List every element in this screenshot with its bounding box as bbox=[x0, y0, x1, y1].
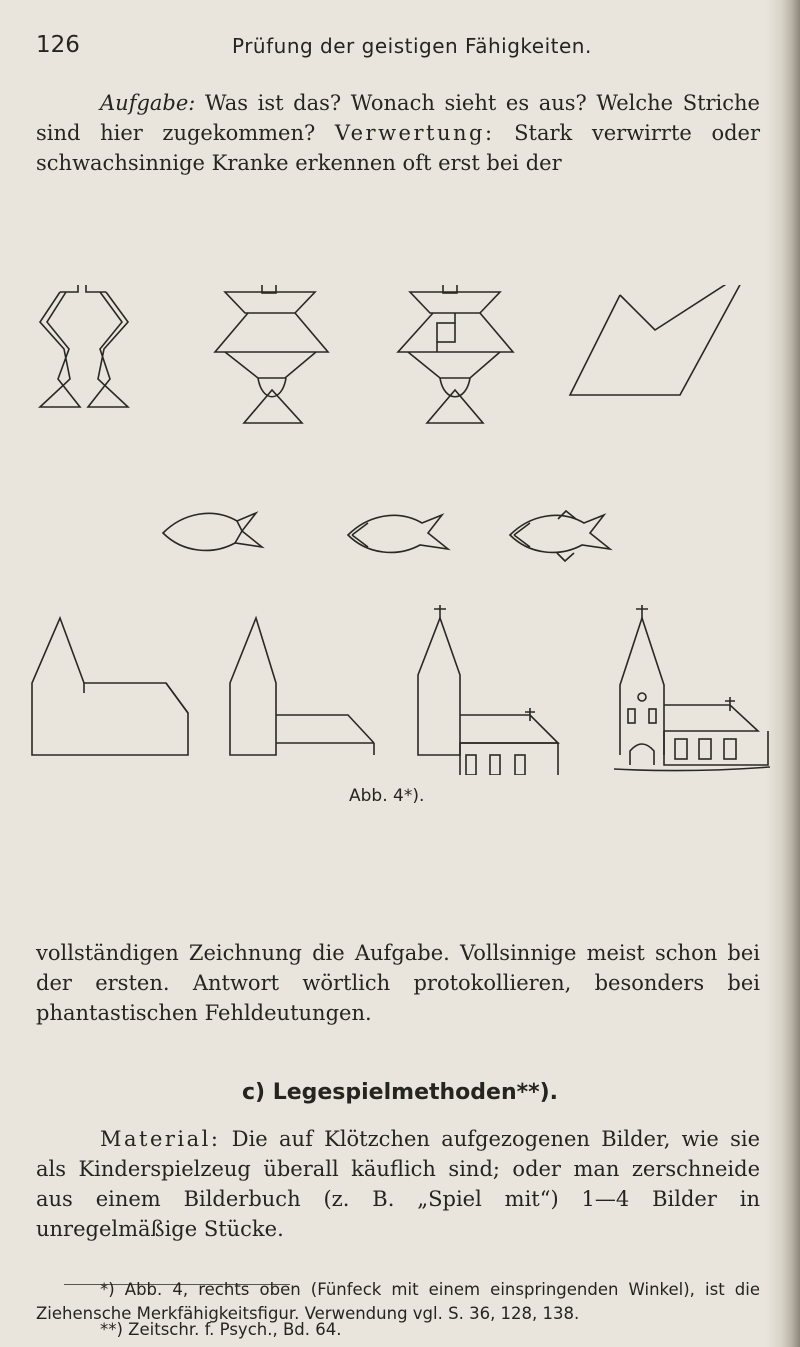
fish-figure-2 bbox=[348, 515, 448, 552]
ziehen-pentagon bbox=[570, 285, 748, 395]
church-figure-2 bbox=[230, 618, 374, 755]
intro-paragraph bbox=[36, 88, 760, 178]
continuation-paragraph bbox=[36, 938, 760, 1028]
fish-figure-1 bbox=[163, 513, 262, 550]
page-edge-shadow bbox=[766, 0, 800, 1347]
material-text: Die auf Klötzchen aufgezogenen Bilder, wie sie als Kinderspielzeug überall käuflich sind; oder man zerschneide aus einem Bilderbuch (z. B. „Spiel mit“) 1—4 Bilder in unregelmäßige Stücke. bbox=[36, 1127, 760, 1241]
figure-abb-4 bbox=[30, 285, 770, 775]
section-heading: c) Legespielmethoden**). bbox=[241, 1080, 559, 1105]
material-label: Material: bbox=[100, 1127, 221, 1151]
lamp-figure-1 bbox=[40, 285, 128, 407]
page-number: 126 bbox=[36, 32, 80, 58]
intro-text: Was ist das? Wonach sieht es aus? Welche Striche sind hier zugekommen? bbox=[36, 91, 760, 145]
figure-caption: Abb. 4*). bbox=[349, 786, 425, 806]
material-paragraph bbox=[36, 1124, 760, 1244]
page-header bbox=[36, 32, 756, 72]
church-figure-1 bbox=[32, 618, 188, 755]
task-label: Aufgabe: bbox=[100, 91, 196, 115]
footnote-1-text: *) Abb. 4, rechts oben (Fünfeck mit einem einspringenden Winkel), ist die Ziehensche Merkfähigkeitsfigur. Verwendung vgl. S. 36, 128, 138. bbox=[36, 1280, 760, 1323]
footnote-2 bbox=[36, 1318, 760, 1342]
lamp-figure-3 bbox=[398, 285, 513, 423]
continuation-text: vollständigen Zeichnung die Aufgabe. Vollsinnige meist schon bei der ersten. Antwort wörtlich protokollieren, besonders bei phantastischen Fehldeutungen. bbox=[36, 941, 760, 1025]
lamp-figure-2 bbox=[215, 285, 328, 423]
church-figure-3 bbox=[418, 605, 558, 775]
verwertung-label: Verwertung: bbox=[334, 121, 495, 145]
footnote-2-text: **) Zeitschr. f. Psych., Bd. 64. bbox=[100, 1320, 342, 1339]
church-figure-4 bbox=[614, 605, 770, 771]
fish-figure-3 bbox=[510, 511, 610, 561]
intro-rest: Stark verwirrte oder schwachsinnige Kranke erkennen oft erst bei der bbox=[36, 121, 760, 175]
running-head: Prüfung der geistigen Fähigkeiten. bbox=[232, 34, 592, 58]
